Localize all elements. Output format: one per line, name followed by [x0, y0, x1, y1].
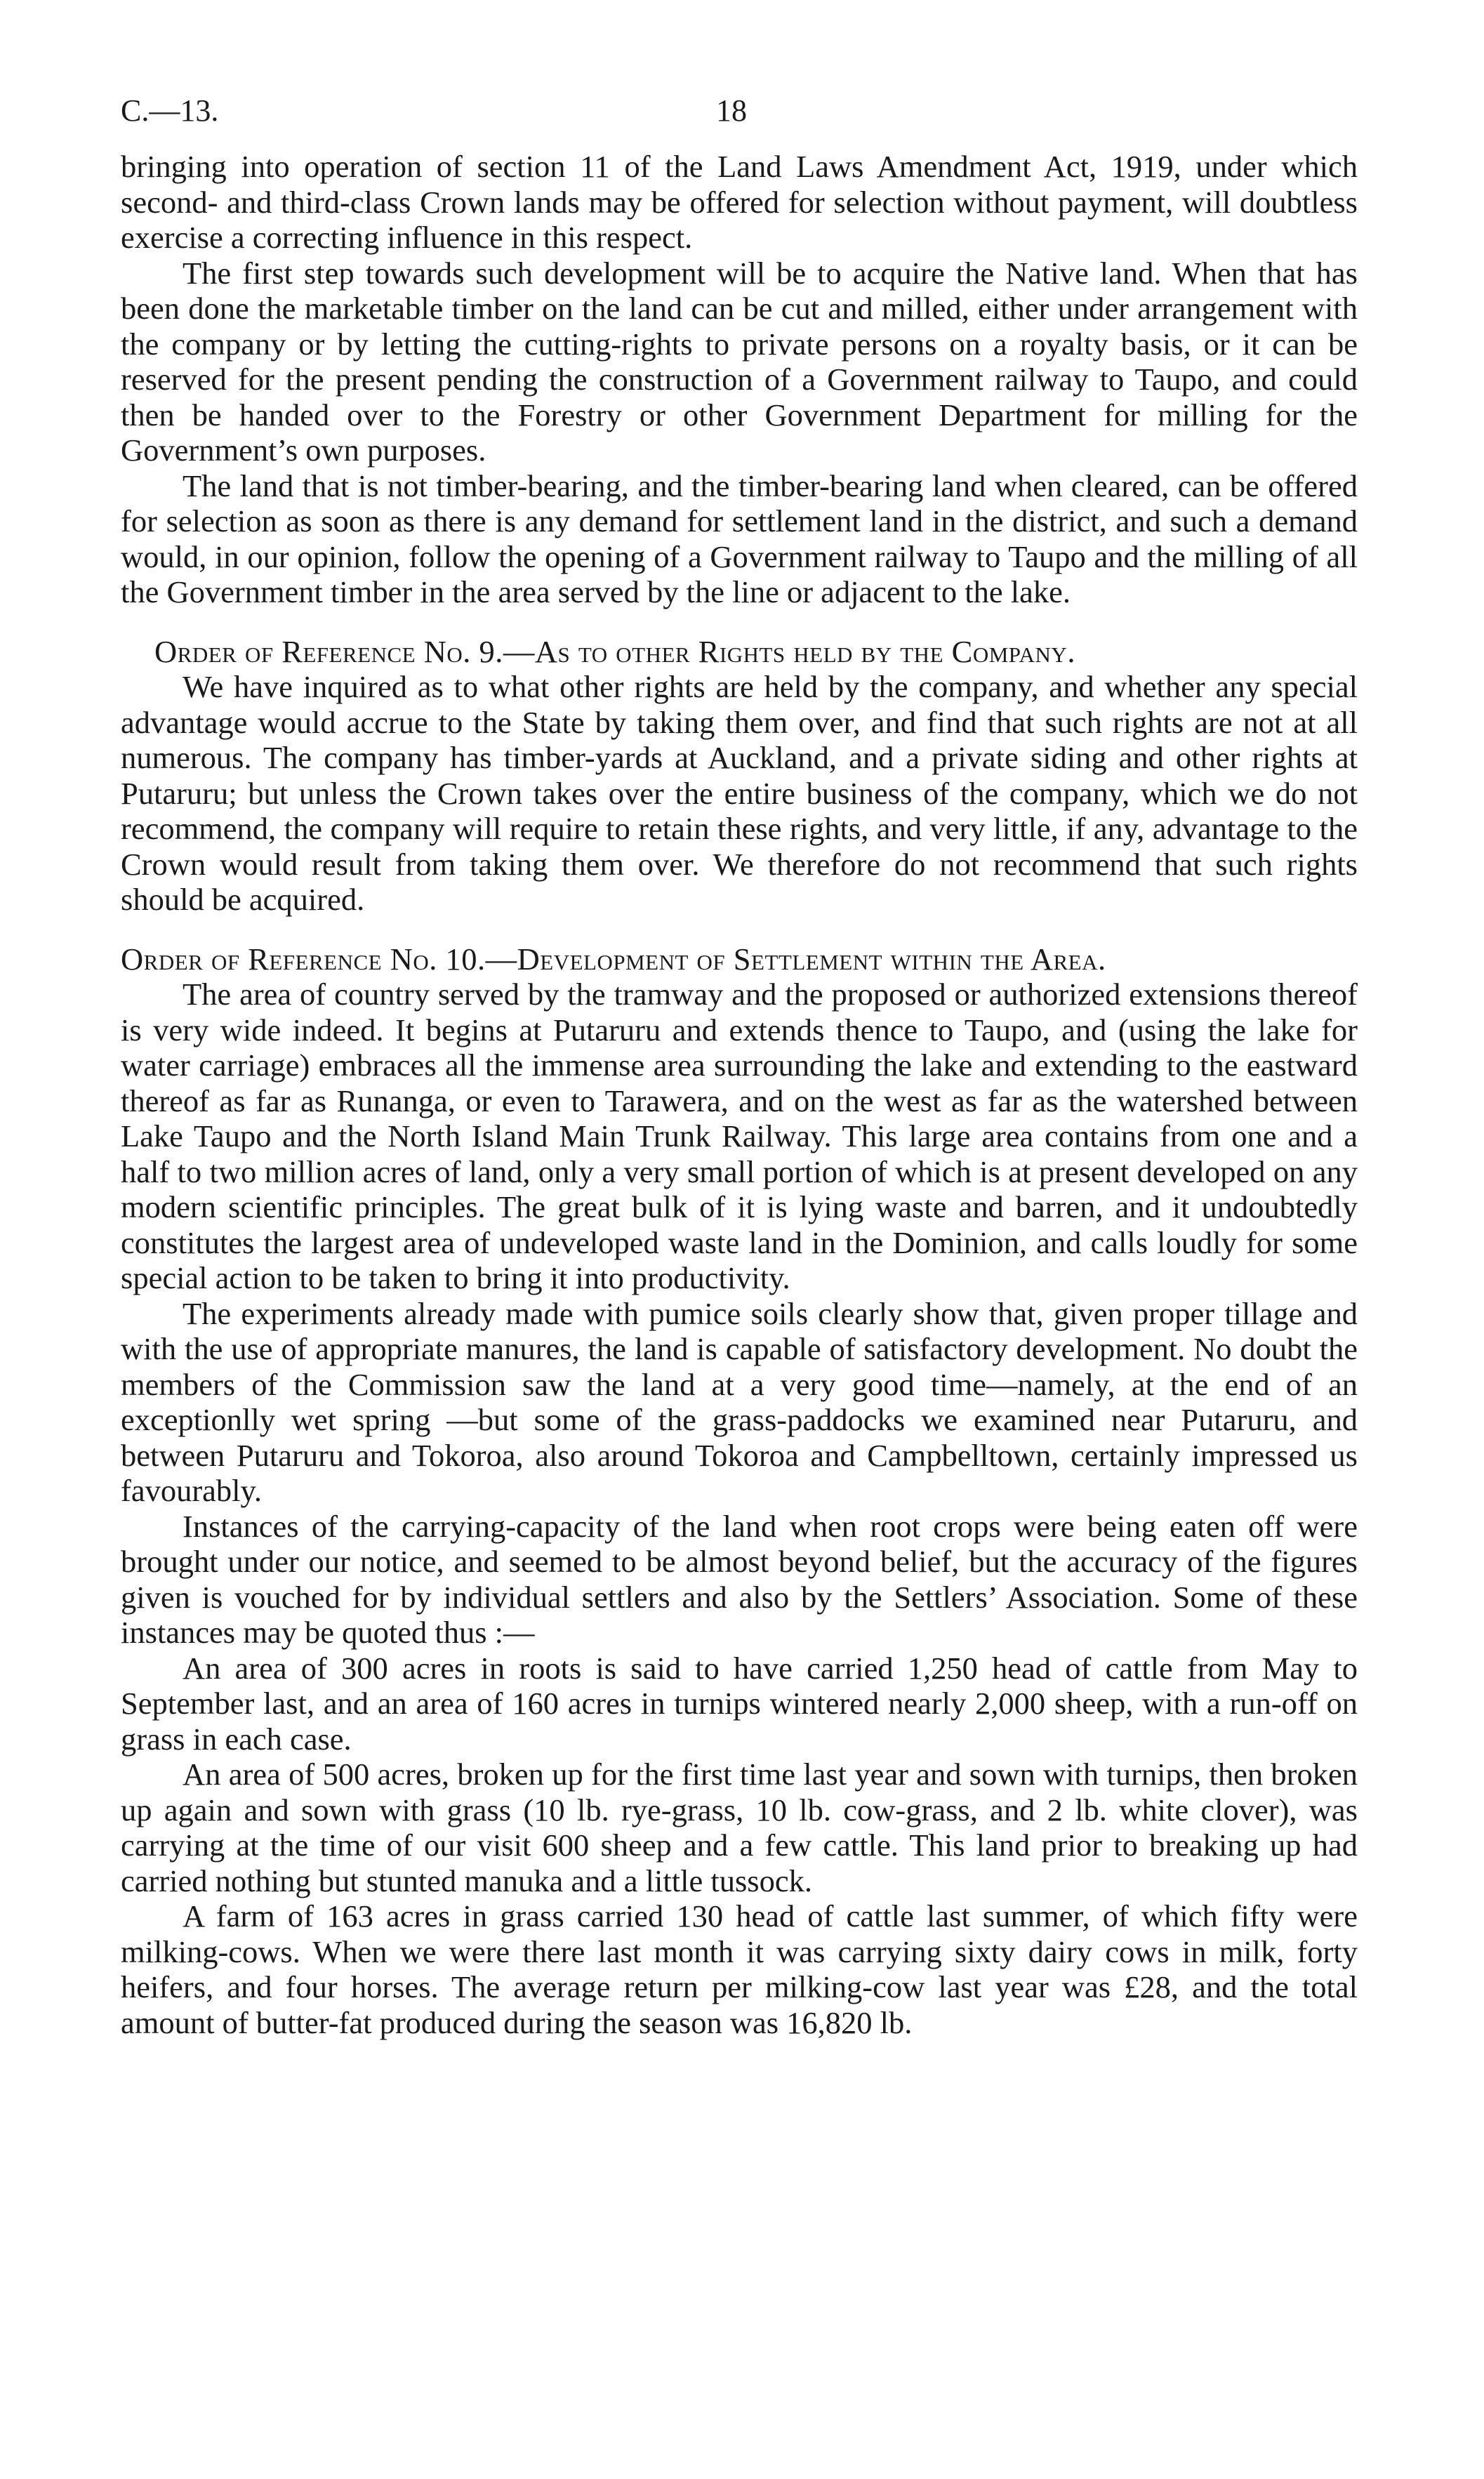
- paragraph-continued: bringing into operation of section 11 of the Land Laws Amendment Act, 1919, under which second- and third-class Crown lands may be offered for selection without payment, will doubtless exercise a correcting influence in this respect.: [121, 149, 1358, 255]
- body-text: [121, 149, 1358, 2040]
- paragraph: The area of country served by the tramway and the proposed or authorized extensions thereof is very wide indeed. It begins at Putaruru and extends thence to Taupo, and (using the lake for water carriage) embraces all the immense area surrounding the lake and extending to the eastward thereof as far as Runanga, or even to Tarawera, and on the west as far as the watershed between Lake Taupo and the North Island Main Trunk Railway. This large area contains from one and a half to two million acres of land, only a very small portion of which is at present developed on any modern scientific principles. The great bulk of it is lying waste and barren, and it undoubtedly constitutes the largest area of undeveloped waste land in the Dominion, and calls loudly for some special action to be taken to bring it into productivity.: [121, 977, 1358, 1295]
- paragraph: The land that is not timber-bearing, and the timber-bearing land when cleared, can be offered for selection as soon as there is any demand for settlement land in the district, and such a demand would, in our opinion, follow the opening of a Government railway to Taupo and the milling of all the Government timber in the area served by the line or adjacent to the lake.: [121, 468, 1358, 609]
- section-heading-order-10: Order of Reference No. 10.—Development of Settlement within the Area.: [121, 941, 1106, 977]
- paragraph: We have inquired as to what other rights are held by the company, and whether any special advantage would accrue to the State by taking them over, and find that such rights are not at all numerous. The company has timber-yards at Auckland, and a private siding and other rights at Putaruru; but unless the Crown takes over the entire business of the company, which we do not recommend, the company will require to retain these rights, and very little, if any, advantage to the Crown would result from taking them over. We therefore do not recommend that such rights should be acquired.: [121, 669, 1358, 917]
- paragraph: An area of 300 acres in roots is said to have carried 1,250 head of cattle from May to September last, and an area of 160 acres in turnips wintered nearly 2,000 sheep, with a run-off on grass in each case.: [121, 1650, 1358, 1757]
- paragraph: The experiments already made with pumice soils clearly show that, given proper tillage and with the use of appropriate manures, the land is capable of satisfactory development. No doubt the members of the Commission saw the land at a very good time—namely, at the end of an exceptionlly wet spring —but some of the grass-paddocks we examined near Putaruru, and between Putaruru and Tokoroa, also around Tokoroa and Campbelltown, certainly impressed us favourably.: [121, 1295, 1358, 1508]
- running-header: [121, 90, 1356, 132]
- section-heading-order-9: Order of Reference No. 9.—As to other Rights held by the Company.: [154, 633, 1075, 669]
- paragraph: An area of 500 acres, broken up for the first time last year and sown with turnips, then broken up again and sown with grass (10 lb. rye-grass, 10 lb. cow-grass, and 2 lb. white clover), was carrying at the time of our visit 600 sheep and a few cattle. This land prior to breaking up had carried nothing but stunted manuka and a little tussock.: [121, 1757, 1358, 1898]
- document-reference: C.—13.: [121, 93, 219, 128]
- paragraph: The first step towards such development will be to acquire the Native land. When that has been done the marketable timber on the land can be cut and milled, either under arrangement with the company or by letting the cutting-rights to private persons on a royalty basis, or it can be reserved for the present pending the construction of a Government railway to Taupo, and could then be handed over to the Forestry or other Government Department for milling for the Government’s own purposes.: [121, 255, 1358, 468]
- page-number: 18: [716, 93, 747, 128]
- paragraph: Instances of the carrying-capacity of the land when root crops were being eaten off were brought under our notice, and seemed to be almost beyond belief, but the accuracy of the figures given is vouched for by individual settlers and also by the Settlers’ Association. Some of these instances may be quoted thus :—: [121, 1508, 1358, 1650]
- paragraph: A farm of 163 acres in grass carried 130 head of cattle last summer, of which fifty were milking-cows. When we were there last month it was carrying sixty dairy cows in milk, forty heifers, and four horses. The average return per milking-cow last year was £28, and the total amount of butter-fat produced during the season was 16,820 lb.: [121, 1898, 1358, 2040]
